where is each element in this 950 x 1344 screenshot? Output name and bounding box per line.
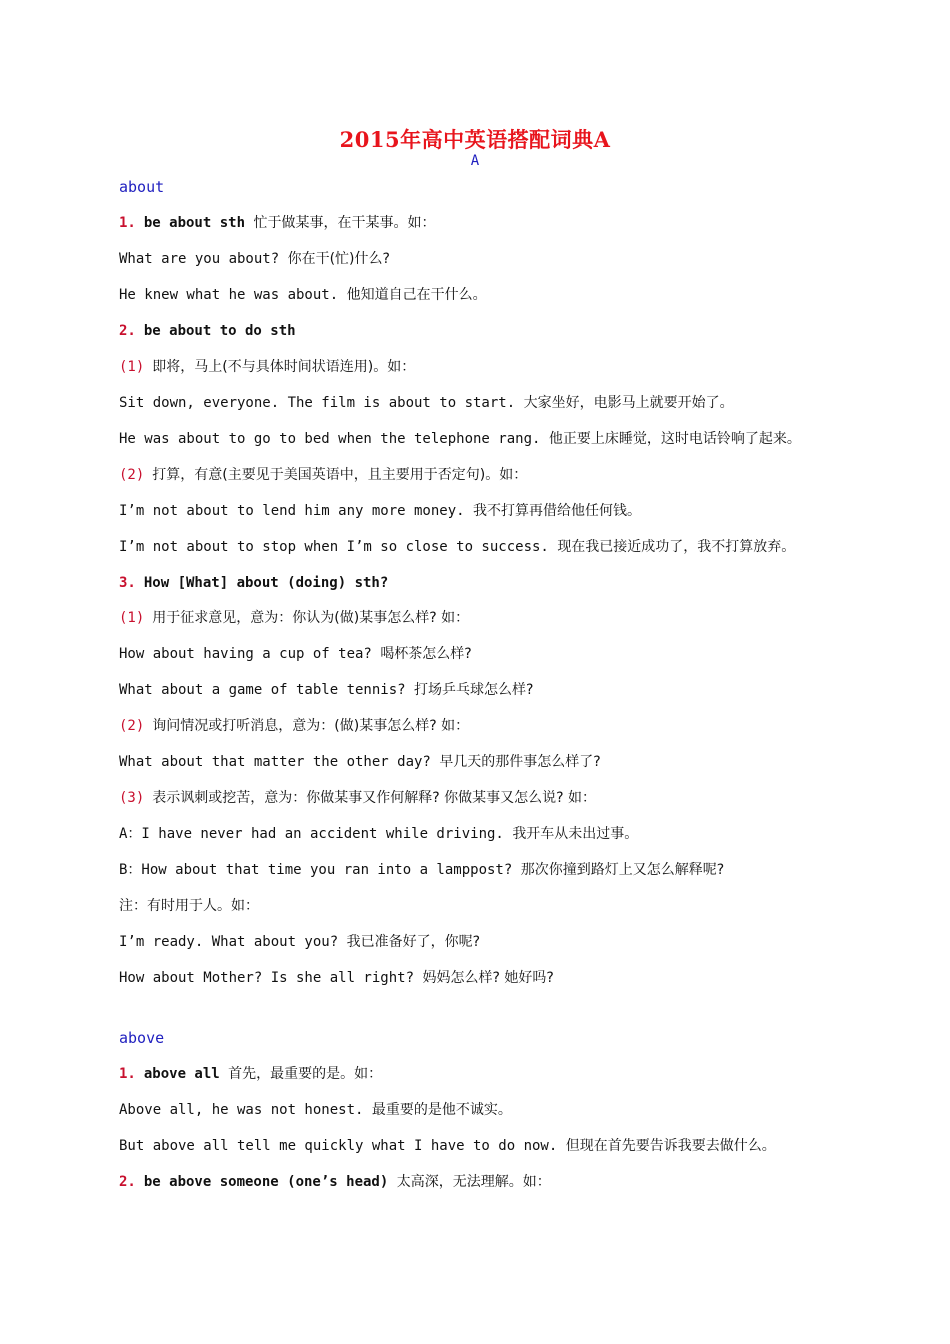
- sub-sense-number: (1): [119, 610, 145, 626]
- example: [119, 1100, 512, 1120]
- example-cn: 大家坐好，电影马上就要开始了。: [523, 395, 734, 411]
- example-cn: 现在我已接近成功了，我不打算放弃。: [557, 539, 796, 555]
- sub-sense-number: (2): [119, 467, 145, 483]
- meaning: 太高深，无法理解。如：: [396, 1174, 551, 1190]
- example-cn: 妈妈怎么样? 她好吗?: [422, 970, 554, 986]
- example-en: A：I have never had an accident while driving.: [119, 826, 504, 842]
- example-en: He knew what he was about.: [119, 287, 339, 303]
- example-en: What about that matter the other day?: [119, 754, 431, 770]
- example: [119, 393, 734, 413]
- example: [119, 932, 480, 952]
- example-en: Above all, he was not honest.: [119, 1102, 364, 1118]
- example-cn: 他知道自己在干什么。: [346, 287, 487, 303]
- example: [119, 680, 533, 700]
- document-title: 2015年高中英语搭配词典A: [339, 127, 611, 152]
- example-en: What are you about?: [119, 251, 280, 267]
- example: [119, 501, 641, 521]
- phrase: above all: [143, 1066, 220, 1082]
- example-en: He was about to go to bed when the telephone rang.: [119, 431, 541, 447]
- example: [119, 285, 487, 305]
- example-en: But above all tell me quickly what I have to do now.: [119, 1138, 558, 1154]
- example: [119, 860, 724, 880]
- example-en: I’m not about to stop when I’m so close to success.: [119, 539, 549, 555]
- phrase: be above someone (one’s head): [143, 1174, 389, 1190]
- sense-number: 1.: [119, 215, 136, 231]
- sense-number: 3.: [119, 575, 136, 591]
- entry-heading-above: above: [119, 1029, 165, 1047]
- note: 注：有时用于人。如：: [119, 898, 259, 914]
- sub-sense-text: 用于征求意见，意为：你认为(做)某事怎么样? 如：: [152, 610, 470, 626]
- example-cn: 打场乒乓球怎么样?: [414, 682, 534, 698]
- sub-sense: [119, 465, 527, 485]
- phrase: be about sth: [143, 215, 246, 231]
- example-cn: 我开车从未出过事。: [512, 826, 639, 842]
- sub-sense-number: (2): [119, 718, 145, 734]
- sub-sense: [119, 608, 469, 628]
- section-letter: A: [470, 153, 480, 169]
- example: [119, 249, 390, 269]
- example-cn: 我已准备好了，你呢?: [346, 934, 481, 950]
- sub-sense-number: (3): [119, 790, 145, 806]
- sub-sense-text: 打算，有意(主要见于美国英语中，且主要用于否定句)。如：: [152, 467, 528, 483]
- example-cn: 他正要上床睡觉，这时电话铃响了起来。: [548, 431, 801, 447]
- meaning: 忙于做某事，在干某事。如：: [253, 215, 436, 231]
- example: [119, 968, 554, 988]
- sense-number: 2.: [119, 1174, 136, 1190]
- example-en: Sit down, everyone. The film is about to start.: [119, 395, 516, 411]
- sub-sense: [119, 716, 469, 736]
- sub-sense-text: 即将，马上(不与具体时间状语连用)。如：: [152, 359, 416, 375]
- sense-2: [119, 321, 296, 341]
- sense-1: [119, 213, 435, 233]
- example-cn: 但现在首先要告诉我要去做什么。: [565, 1138, 776, 1154]
- example: [119, 537, 795, 557]
- example-cn: 最重要的是他不诚实。: [371, 1102, 512, 1118]
- sense-number: 1.: [119, 1066, 136, 1082]
- example-cn: 那次你撞到路灯上又怎么解释呢?: [520, 862, 725, 878]
- sense-2: [119, 1172, 551, 1192]
- sense-1: [119, 1064, 382, 1084]
- example: [119, 824, 638, 844]
- example: [119, 429, 801, 449]
- sub-sense: [119, 357, 415, 377]
- example-cn: 早几天的那件事怎么样了?: [439, 754, 601, 770]
- phrase: How [What] about (doing) sth?: [143, 575, 389, 591]
- sub-sense-text: 表示讽刺或挖苦，意为：你做某事又作何解释? 你做某事又怎么说? 如：: [152, 790, 597, 806]
- sense-3: [119, 573, 388, 593]
- example: [119, 644, 472, 664]
- sub-sense: [119, 788, 596, 808]
- phrase: be about to do sth: [143, 323, 296, 339]
- sense-number: 2.: [119, 323, 136, 339]
- sub-sense-number: (1): [119, 359, 145, 375]
- example-en: B：How about that time you ran into a lamppost?: [119, 862, 513, 878]
- meaning: 首先，最重要的是。如：: [228, 1066, 383, 1082]
- example-en: I’m ready. What about you?: [119, 934, 339, 950]
- example-cn: 我不打算再借给他任何钱。: [473, 503, 642, 519]
- example: [119, 752, 601, 772]
- sub-sense-text: 询问情况或打听消息，意为：(做)某事怎么样? 如：: [152, 718, 470, 734]
- entry-heading-about: about: [119, 178, 165, 196]
- example-en: What about a game of table tennis?: [119, 682, 406, 698]
- example: [119, 1136, 776, 1156]
- example-en: I’m not about to lend him any more money.: [119, 503, 465, 519]
- example-en: How about having a cup of tea?: [119, 646, 372, 662]
- example-en: How about Mother? Is she all right?: [119, 970, 415, 986]
- example-cn: 你在干(忙)什么?: [287, 251, 390, 267]
- example-cn: 喝杯茶怎么样?: [380, 646, 472, 662]
